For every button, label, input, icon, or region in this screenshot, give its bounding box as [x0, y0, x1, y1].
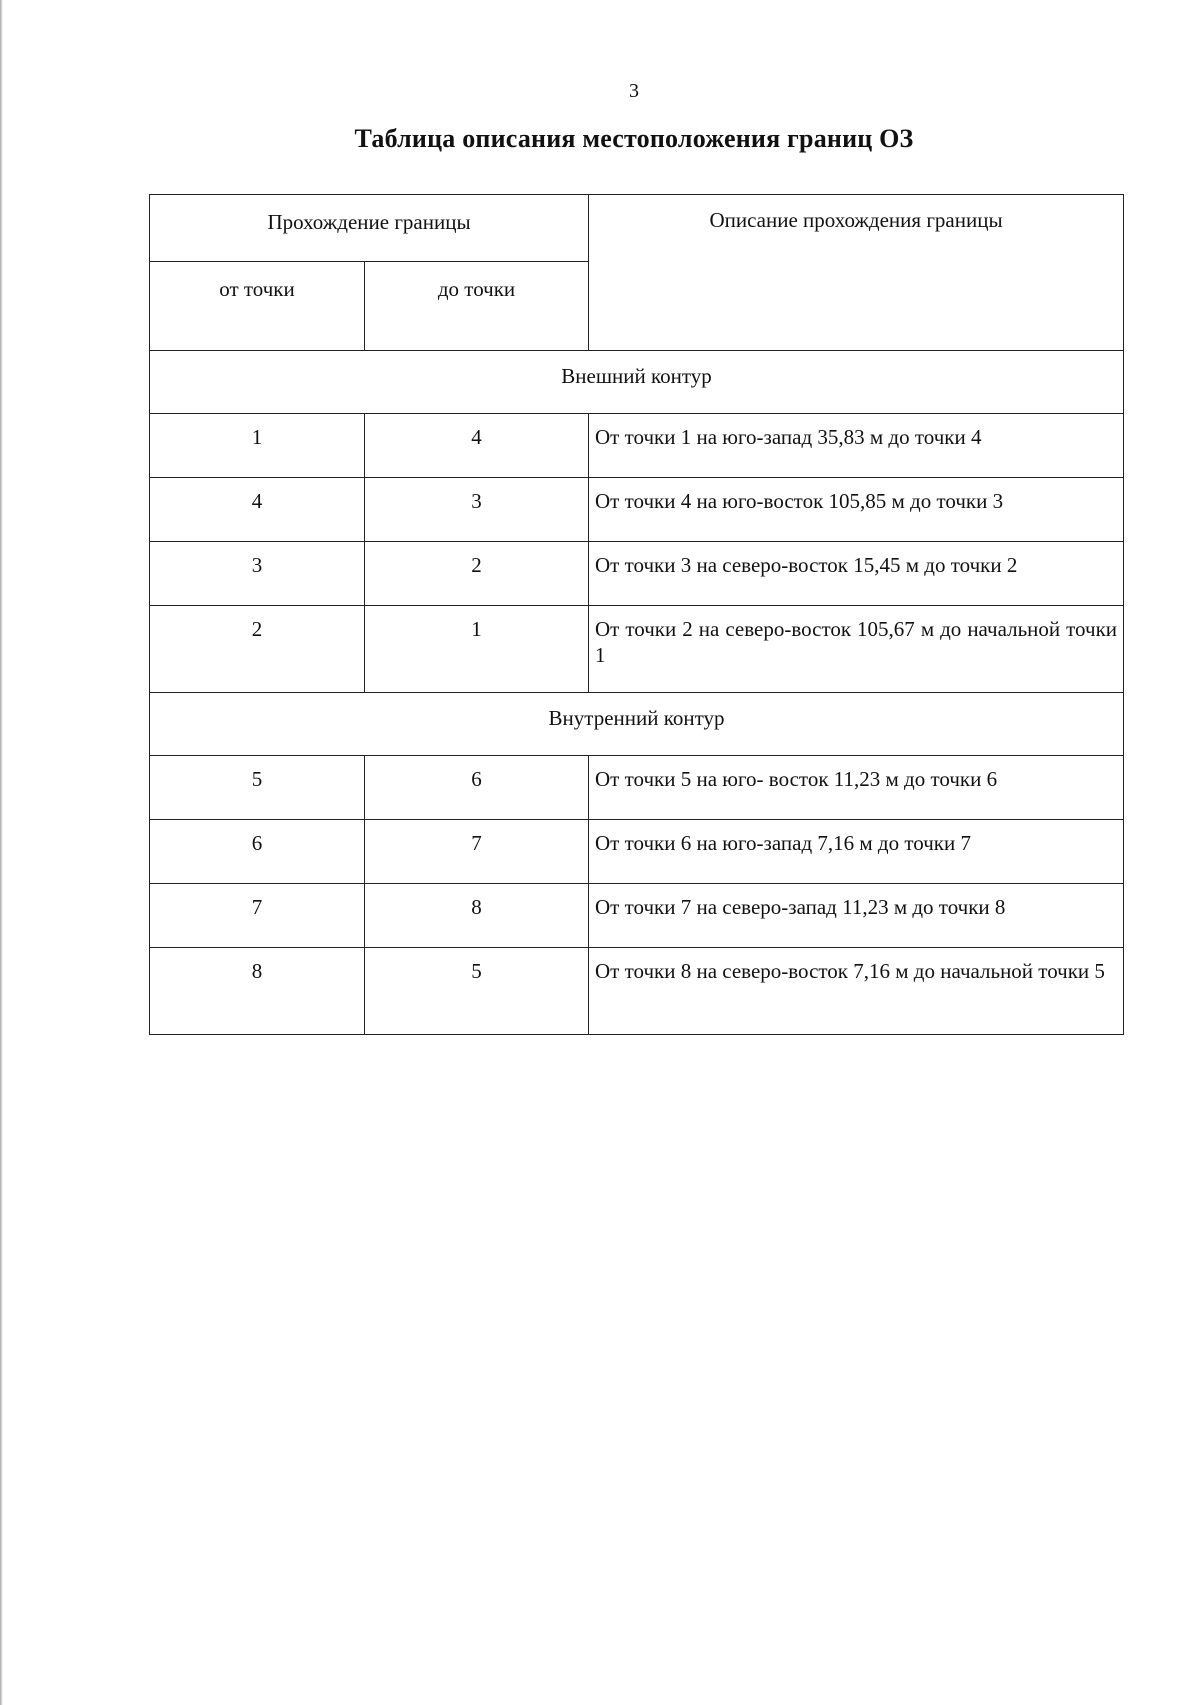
from-point-cell: 8 — [150, 948, 365, 1035]
from-point-cell: 3 — [150, 542, 365, 606]
boundary-description-table — [149, 194, 1124, 1035]
header-description: Описание прохождения границы — [589, 195, 1124, 351]
table-row — [150, 414, 1124, 478]
section-title-outer: Внешний контур — [150, 351, 1124, 414]
section-title-inner: Внутренний контур — [150, 693, 1124, 756]
description-cell: От точки 1 на юго-запад 35,83 м до точки 4 — [589, 414, 1124, 478]
table-row — [150, 542, 1124, 606]
to-point-cell: 7 — [365, 820, 589, 884]
header-boundary-passage: Прохождение границы — [150, 195, 589, 262]
table-row — [150, 948, 1124, 1035]
section-row-inner — [150, 693, 1124, 756]
table-row — [150, 756, 1124, 820]
description-cell: От точки 2 на северо-восток 105,67 м до начальной точки 1 — [589, 606, 1124, 693]
to-point-cell: 1 — [365, 606, 589, 693]
from-point-cell: 5 — [150, 756, 365, 820]
table-row — [150, 820, 1124, 884]
description-cell: От точки 8 на северо-восток 7,16 м до начальной точки 5 — [589, 948, 1124, 1035]
section-row-outer — [150, 351, 1124, 414]
description-cell: От точки 4 на юго-восток 105,85 м до точки 3 — [589, 478, 1124, 542]
page-number: 3 — [629, 80, 639, 102]
table-row — [150, 606, 1124, 693]
document-title: Таблица описания местоположения границ ОЗ — [354, 124, 914, 153]
table-row — [150, 478, 1124, 542]
to-point-cell: 2 — [365, 542, 589, 606]
scan-edge-shadow — [0, 0, 3, 1705]
from-point-cell: 2 — [150, 606, 365, 693]
table-row — [150, 884, 1124, 948]
description-cell: От точки 6 на юго-запад 7,16 м до точки 7 — [589, 820, 1124, 884]
from-point-cell: 1 — [150, 414, 365, 478]
description-cell: От точки 5 на юго- восток 11,23 м до точки 6 — [589, 756, 1124, 820]
to-point-cell: 8 — [365, 884, 589, 948]
to-point-cell: 6 — [365, 756, 589, 820]
to-point-cell: 3 — [365, 478, 589, 542]
header-from-point: от точки — [150, 262, 365, 351]
header-to-point: до точки — [365, 262, 589, 351]
to-point-cell: 4 — [365, 414, 589, 478]
to-point-cell: 5 — [365, 948, 589, 1035]
from-point-cell: 6 — [150, 820, 365, 884]
from-point-cell: 4 — [150, 478, 365, 542]
table-header-row — [150, 195, 1124, 262]
from-point-cell: 7 — [150, 884, 365, 948]
description-cell: От точки 3 на северо-восток 15,45 м до точки 2 — [589, 542, 1124, 606]
description-cell: От точки 7 на северо-запад 11,23 м до точки 8 — [589, 884, 1124, 948]
